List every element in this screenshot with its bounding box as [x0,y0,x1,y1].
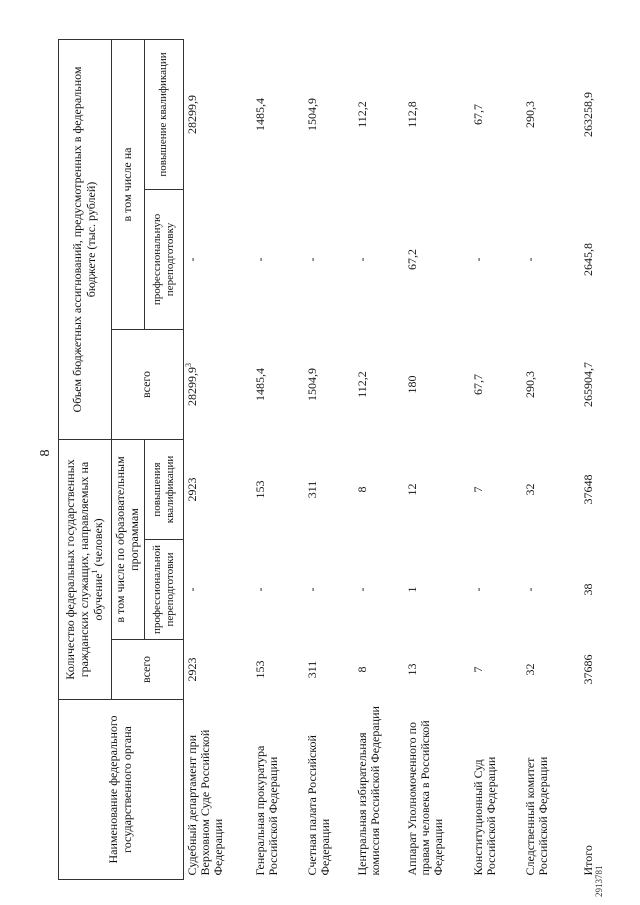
budget-retraining: - [304,257,319,262]
budget-retraining: - [252,257,267,262]
row-name: Следственный комитет Российской Федерации [522,756,551,876]
footnote-marker: 3 [183,362,193,367]
budget-retraining: - [354,257,369,262]
budget-total [183,329,252,439]
count-retraining: - [184,587,199,592]
count-upgrade: 7 [470,486,485,493]
budget-total: 290,3 [522,370,537,398]
header-including: в том числе на [112,39,145,329]
count-upgrade: 153 [252,480,267,499]
table-row [404,39,470,879]
budget-upgrade: 1485,4 [252,97,267,131]
count-total: 13 [404,663,419,676]
row-name: Конституционный Суд Российской Федерации [470,756,499,876]
budget-total: 112,2 [354,371,369,398]
count-upgrade: 37648 [580,474,595,505]
table-row [354,39,404,879]
header-budget-total: всего [112,329,184,439]
budget-total-value: 28299,9 [184,366,199,406]
count-retraining: 38 [580,583,595,596]
header-including-programs: в том числе по образовательным программам [112,439,145,639]
table-row [252,39,304,879]
header-budget-group: Объем бюджетных ассигнований, предусмотренных в федеральном бюджете (тыс. рублей) [59,39,112,439]
row-name: Судебный департамент при Верховном Суде Российской Федерации [184,729,226,876]
page-number: 8 [38,449,53,457]
budget-upgrade: 1504,9 [304,97,319,131]
count-retraining: - [304,587,319,592]
budget-upgrade: 28299,9 [184,94,199,134]
count-retraining: - [354,587,369,592]
table-row [522,39,580,879]
budget-total: 265904,7 [580,361,595,407]
count-retraining: - [522,587,537,592]
count-upgrade: 12 [404,483,419,496]
budget-upgrade: 290,3 [522,100,537,128]
count-retraining: 1 [404,586,419,593]
header-count-group-unit: (человек) [90,518,105,567]
table-row [183,39,252,879]
header-name: Наименование федерального государственного органа [59,700,184,880]
header-count-retraining: профессиональной переподготовки [144,540,183,640]
row-name: Счетная палата Российской Федерации [304,735,333,876]
row-name: Итого [580,845,595,876]
budget-upgrade: 263258,9 [580,91,595,137]
count-upgrade: 2923 [184,477,199,502]
row-name: Аппарат Уполномоченного по правам человека в Российской Федерации [404,720,446,876]
count-total: 37686 [580,654,595,685]
budget-retraining: 2645,8 [580,242,595,276]
header-count-group [59,439,112,699]
count-total: 2923 [184,657,199,682]
count-upgrade: 8 [354,486,369,493]
header-budget-upgrade: повышение квалификации [144,39,183,189]
count-upgrade: 311 [304,480,319,499]
header-count-upgrade: повышения квалификации [144,439,183,539]
count-total: 311 [304,660,319,679]
count-total: 153 [252,660,267,679]
budget-retraining: - [184,257,199,262]
budget-table [58,39,620,880]
total-row [580,39,620,879]
budget-total: 1504,9 [304,367,319,401]
header-count-total: всего [112,640,184,700]
document-id: 2913781 [594,865,604,897]
budget-retraining: 67,2 [404,248,419,270]
row-name: Генеральная прокуратура Российской Федерации [252,745,281,876]
budget-upgrade: 67,7 [470,103,485,125]
table-row [304,39,354,879]
count-total: 32 [522,663,537,676]
budget-total: 1485,4 [252,367,267,401]
header-count-group-text: Количество федеральных государственных гражданских служащих, направляемых на обучение [63,459,105,680]
footnote-marker: 1 [89,569,99,574]
budget-total: 67,7 [470,373,485,395]
count-retraining: - [470,587,485,592]
budget-retraining: - [522,257,537,262]
count-retraining: - [252,587,267,592]
row-name: Центральная избирательная комиссия Российской Федерации [354,706,383,876]
table-row [470,39,522,879]
count-total: 7 [470,666,485,673]
count-upgrade: 32 [522,483,537,496]
budget-upgrade: 112,2 [354,101,369,128]
header-budget-retraining: профессиональную переподготовку [144,189,183,329]
budget-upgrade: 112,8 [404,101,419,128]
count-total: 8 [354,666,369,673]
budget-retraining: - [470,257,485,262]
budget-total: 180 [404,375,419,394]
